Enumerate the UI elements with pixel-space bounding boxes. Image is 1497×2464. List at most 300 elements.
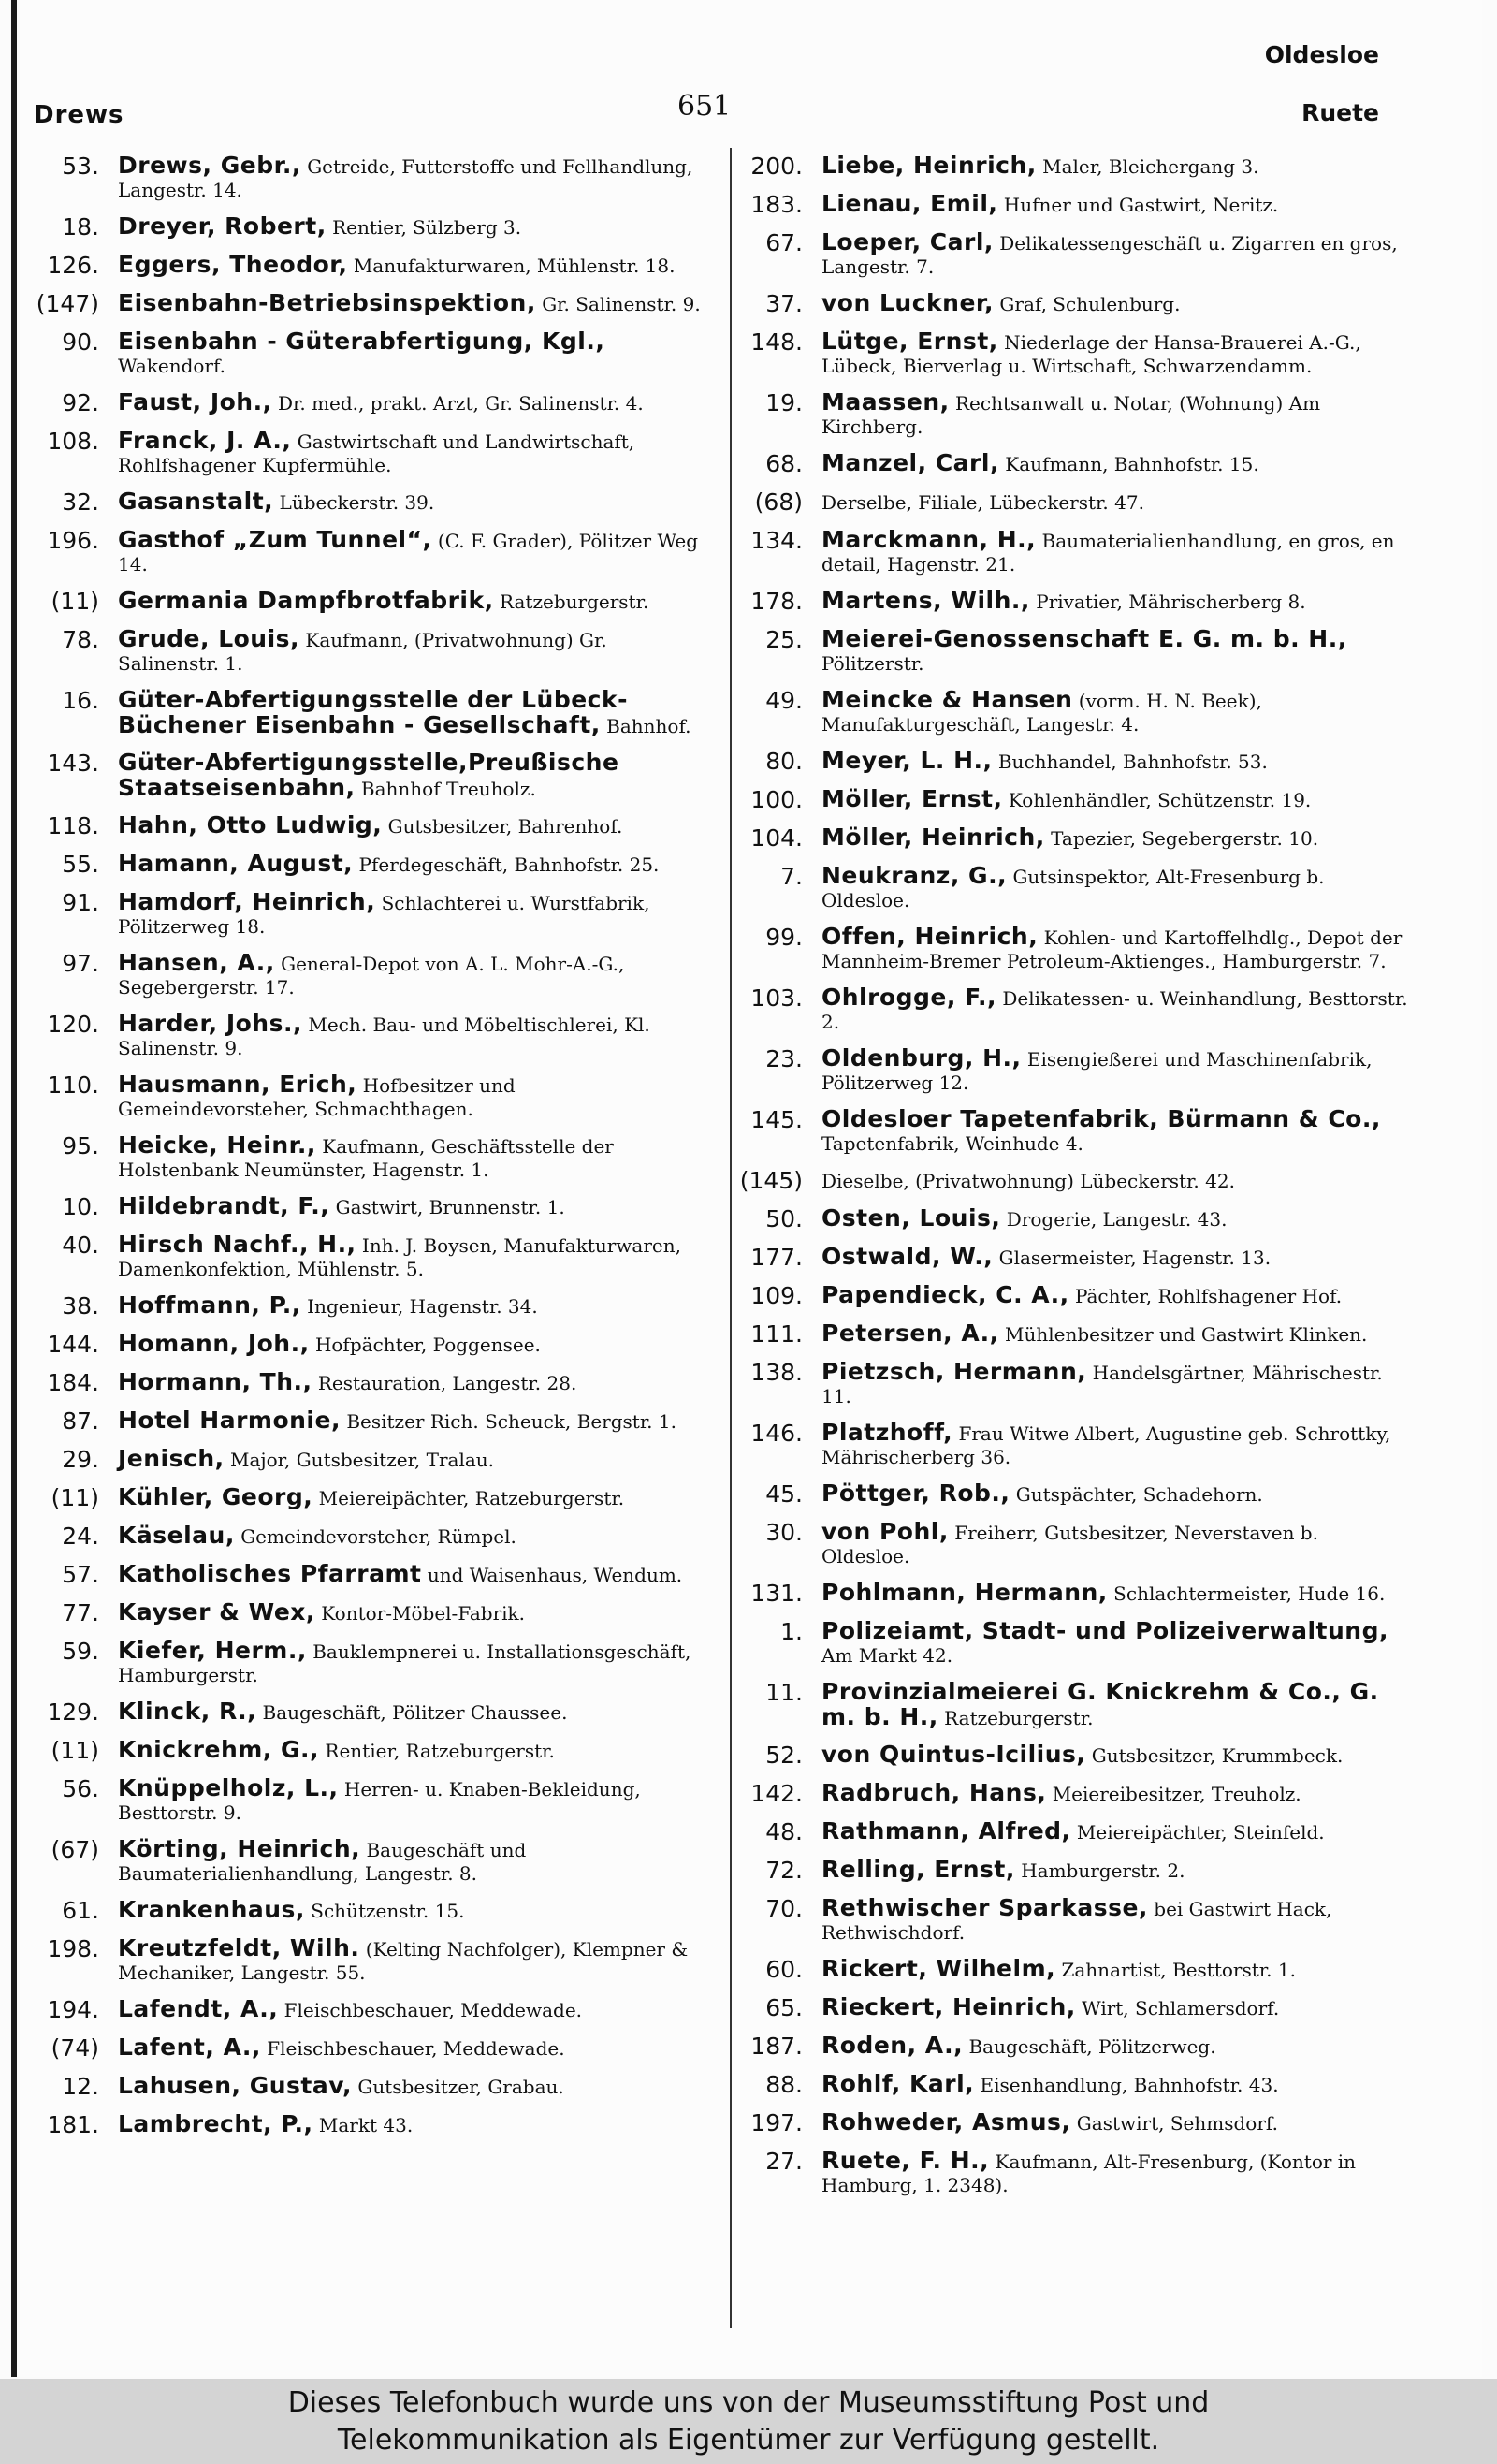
entry-text [118, 1332, 707, 1357]
entry-details: Graf, Schulenburg. [999, 293, 1181, 315]
entry-details: Herren- u. Knaben-Bekleidung, Besttorstr. 9. [118, 1778, 641, 1824]
entry-number: 99. [765, 924, 803, 951]
directory-entry [34, 890, 707, 939]
entry-details: Privatier, Mährischerberg 8. [1036, 590, 1306, 613]
directory-entry [34, 214, 707, 241]
entry-text [118, 1562, 707, 1587]
entry-text [118, 329, 707, 378]
entry-text [821, 2034, 1411, 2059]
entry-text [821, 1957, 1411, 1982]
entry-details: Pölitzerstr. [821, 652, 924, 675]
entry-details: Markt 43. [318, 2114, 414, 2136]
entry-number: 25. [765, 626, 803, 653]
entry-text [118, 528, 707, 576]
entry-details: Freiherr, Gutsbesitzer, Neverstaven b. Oldesloe. [821, 1522, 1318, 1567]
page-number: 651 [677, 90, 732, 123]
entry-name: Meierei-Genossenschaft E. G. m. b. H., [821, 625, 1347, 652]
entry-text [821, 787, 1411, 812]
entry-text [118, 153, 707, 202]
entry-text [118, 1293, 707, 1319]
entry-text [821, 230, 1411, 279]
entry-details: Restauration, Langestr. 28. [317, 1372, 577, 1394]
directory-entry [737, 2110, 1411, 2136]
entry-details: Niederlage der Hansa-Brauerei A.-G., Lübeck, Bierverlag u. Wirtschaft, Schwarzendamm. [821, 331, 1361, 377]
entry-name: Meincke & Hansen [821, 686, 1073, 713]
entry-name: Käselau, [118, 1522, 235, 1549]
directory-entry [34, 489, 707, 516]
entry-text [118, 1485, 707, 1510]
directory-entry [34, 1600, 707, 1626]
entry-number: 67. [765, 229, 803, 256]
entry-text [118, 751, 707, 801]
entry-name: Möller, Ernst, [821, 785, 1003, 812]
entry-text [118, 390, 707, 416]
entry-details: Ratzeburgerstr. [499, 590, 649, 613]
entry-number: 18. [62, 213, 99, 241]
entry-number: 196. [47, 527, 99, 554]
entry-text [821, 451, 1411, 476]
directory-entry [34, 1012, 707, 1060]
directory-entry [34, 1485, 707, 1511]
directory-entry [737, 1321, 1411, 1348]
directory-entry [737, 1619, 1411, 1668]
entry-number: 103. [750, 984, 803, 1012]
entry-text [821, 1245, 1411, 1270]
entry-text [821, 1619, 1411, 1668]
entry-details: Baugeschäft, Pölitzer Chaussee. [262, 1701, 568, 1724]
entry-name: Güter-Abfertigungsstelle der Lübeck-Büchener Eisenbahn - Gesellschaft, [118, 686, 628, 738]
entry-name: Drews, Gebr., [118, 152, 301, 179]
directory-entry [737, 489, 1411, 516]
entry-details: (Kelting Nachfolger), Klempner & Mechaniker, Langestr. 55. [118, 1938, 689, 1984]
entry-details: und Waisenhaus, Wendum. [427, 1564, 683, 1586]
directory-entry [34, 1194, 707, 1220]
entry-details: Delikatessen- u. Weinhandlung, Besttorstr. 2. [821, 987, 1408, 1033]
entry-name: Knüppelholz, L., [118, 1774, 339, 1801]
entry-number: 38. [62, 1292, 99, 1319]
entry-name: Jenisch, [118, 1445, 225, 1472]
entry-number: 12. [62, 2073, 99, 2100]
directory-entry [34, 688, 707, 738]
directory-entry [34, 1408, 707, 1435]
entry-text [118, 1232, 707, 1281]
directory-entry [34, 1332, 707, 1358]
column-divider [730, 148, 732, 2328]
entry-number: 198. [47, 1935, 99, 1962]
entry-name: Pohlmann, Hermann, [821, 1579, 1108, 1606]
entry-details: Dr. med., prakt. Arzt, Gr. Salinenstr. 4. [277, 392, 644, 415]
entry-number: 109. [750, 1282, 803, 1309]
entry-number: 184. [47, 1369, 99, 1396]
entry-text [821, 1168, 1411, 1193]
entry-number: 129. [47, 1699, 99, 1726]
entry-name: Möller, Heinrich, [821, 824, 1045, 851]
entry-details: Wakendorf. [118, 355, 226, 377]
directory-entry [737, 749, 1411, 775]
entry-number: 92. [62, 389, 99, 416]
entry-details: Besitzer Rich. Scheuck, Bergstr. 1. [346, 1410, 676, 1433]
directory-entry [34, 1072, 707, 1121]
entry-number: 145. [750, 1106, 803, 1133]
entry-name: Polizeiamt, Stadt- und Polizeiverwaltung, [821, 1617, 1388, 1644]
entry-text [821, 1520, 1411, 1568]
entry-number: 108. [47, 428, 99, 455]
entry-details: Bahnhof. [606, 715, 691, 737]
entry-details: Hufner und Gastwirt, Neritz. [1003, 194, 1279, 216]
entry-details: bei Gastwirt Hack, Rethwischdorf. [821, 1898, 1332, 1944]
entry-number: 200. [750, 153, 803, 180]
entry-number: 7. [780, 863, 803, 890]
entry-name: Güter-Abfertigungsstelle,Preußische Staatseisenbahn, [118, 749, 619, 801]
entry-text [118, 1738, 707, 1763]
entry-text [118, 1447, 707, 1472]
entry-number: 49. [765, 687, 803, 714]
directory-entry [737, 2034, 1411, 2060]
entry-details: Kaufmann, Alt-Fresenburg, (Kontor in Hamburg, 1. 2348). [821, 2151, 1357, 2196]
entry-text [118, 489, 707, 515]
directory-entry [737, 153, 1411, 180]
entry-name: Knickrehm, G., [118, 1736, 320, 1763]
directory-entry [34, 1447, 707, 1473]
entry-number: 56. [62, 1775, 99, 1802]
directory-entry [34, 528, 707, 576]
directory-entry [34, 390, 707, 416]
entry-details: Hofpächter, Poggensee. [314, 1334, 541, 1356]
entry-name: Kiefer, Herm., [118, 1637, 307, 1664]
entry-name: Rieckert, Heinrich, [821, 1993, 1076, 2020]
entry-text [821, 528, 1411, 576]
entry-name: Maassen, [821, 388, 950, 416]
directory-entry [34, 852, 707, 878]
entry-text [821, 1421, 1411, 1469]
directory-entry [34, 1232, 707, 1281]
entry-name: Hahn, Otto Ludwig, [118, 811, 383, 838]
entry-details: Eisenhandlung, Bahnhofstr. 43. [980, 2074, 1279, 2096]
entry-details: Bauklempnerei u. Installationsgeschäft, Hamburgerstr. [118, 1640, 691, 1686]
entry-details: Mühlenbesitzer und Gastwirt Klinken. [1005, 1323, 1368, 1346]
entry-details: Handelsgärtner, Mährischestr. 11. [821, 1362, 1383, 1407]
entry-details: Maler, Bleichergang 3. [1042, 155, 1259, 178]
entry-number: 32. [62, 488, 99, 516]
directory-entry [34, 2035, 707, 2062]
directory-entry [737, 528, 1411, 576]
directory-entry [737, 1046, 1411, 1095]
directory-entry [34, 1997, 707, 2023]
directory-entry [34, 751, 707, 801]
entry-details: Hofbesitzer und Gemeindevorsteher, Schmachthagen. [118, 1074, 516, 1120]
entry-text [118, 1370, 707, 1395]
entry-text [118, 291, 707, 316]
entry-name: Neukranz, G., [821, 862, 1008, 889]
directory-entry [34, 1738, 707, 1764]
entry-number: 61. [62, 1897, 99, 1924]
entry-text [118, 1072, 707, 1121]
directory-entry [737, 985, 1411, 1034]
entry-details: Gemeindevorsteher, Rümpel. [240, 1525, 516, 1548]
entry-text [821, 1819, 1411, 1844]
entry-text [821, 489, 1411, 515]
entry-name: Germania Dampfbrotfabrik, [118, 587, 494, 614]
entry-text [118, 429, 707, 477]
entry-text [821, 2149, 1411, 2197]
entry-number: 97. [62, 950, 99, 977]
directory-entry [737, 1481, 1411, 1508]
entry-text [821, 1283, 1411, 1308]
entry-text [821, 627, 1411, 676]
entry-name: Radbruch, Hans, [821, 1779, 1047, 1806]
entry-number: 29. [62, 1446, 99, 1473]
entry-name: Rethwischer Sparkasse, [821, 1894, 1148, 1921]
entry-number: 59. [62, 1638, 99, 1665]
entry-details: Drogerie, Langestr. 43. [1006, 1208, 1228, 1231]
entry-text [118, 1898, 707, 1923]
entry-name: Rathmann, Alfred, [821, 1817, 1071, 1844]
directory-entry [737, 1421, 1411, 1469]
entry-number: (11) [51, 1737, 99, 1764]
entry-number: 88. [765, 2071, 803, 2098]
entry-name: Lafendt, A., [118, 1995, 279, 2022]
entry-name: von Luckner, [821, 289, 995, 316]
entry-name: Lienau, Emil, [821, 190, 998, 217]
entry-number: 178. [750, 588, 803, 615]
entry-number: 55. [62, 851, 99, 878]
entry-number: 143. [47, 750, 99, 777]
entry-number: (147) [36, 290, 99, 317]
entry-number: 19. [765, 389, 803, 416]
entry-text [118, 2035, 707, 2061]
directory-entry [737, 1206, 1411, 1232]
entry-text [821, 390, 1411, 439]
entry-name: Rohweder, Asmus, [821, 2108, 1071, 2136]
entry-name: Grude, Louis, [118, 625, 300, 652]
entry-text [821, 1995, 1411, 2020]
entry-number: 72. [765, 1857, 803, 1884]
entry-name: Provinzialmeierei G. Knickrehm & Co., G. m. b. H., [821, 1678, 1379, 1730]
entry-name: Ruete, F. H., [821, 2147, 990, 2174]
entry-text [821, 1107, 1411, 1156]
entry-number: (68) [754, 488, 803, 516]
entry-details: Schützenstr. 15. [311, 1900, 465, 1922]
directory-entry [737, 2072, 1411, 2098]
entry-name: Gasthof „Zum Tunnel“, [118, 526, 432, 553]
entry-number: 70. [765, 1895, 803, 1922]
entry-details: Fleischbeschauer, Meddewade. [267, 2037, 565, 2060]
entry-text [821, 1581, 1411, 1606]
entry-text [821, 688, 1411, 736]
directory-entry [34, 429, 707, 477]
entry-name: Franck, J. A., [118, 427, 292, 454]
entry-text [821, 1680, 1411, 1730]
entry-name: Papendieck, C. A., [821, 1281, 1069, 1308]
entry-details: Wirt, Schlamersdorf. [1082, 1997, 1280, 2019]
entry-text [118, 1600, 707, 1626]
entry-number: 118. [47, 812, 99, 839]
entry-text [821, 1858, 1411, 1883]
entry-details: Gutspächter, Schadehorn. [1015, 1483, 1263, 1506]
directory-entry [34, 589, 707, 615]
directory-entry [737, 688, 1411, 736]
directory-entry [737, 864, 1411, 912]
entry-name: Hamann, August, [118, 850, 354, 877]
entry-details: Hamburgerstr. 2. [1021, 1859, 1185, 1882]
entry-number: 11. [765, 1679, 803, 1706]
entry-details: Rechtsanwalt u. Notar, (Wohnung) Am Kirchberg. [821, 392, 1321, 438]
entry-name: Lafent, A., [118, 2034, 261, 2061]
entry-text [118, 589, 707, 614]
entry-number: 146. [750, 1420, 803, 1447]
entry-text [821, 925, 1411, 973]
directory-entry [737, 1742, 1411, 1769]
entry-details: Zahnartist, Besttorstr. 1. [1061, 1959, 1296, 1981]
entry-details: Baugeschäft, Pölitzerweg. [968, 2035, 1216, 2058]
entry-details: Manufakturwaren, Mühlenstr. 18. [353, 255, 676, 277]
directory-entry [737, 1107, 1411, 1156]
entry-text [118, 1194, 707, 1219]
entry-text [821, 1742, 1411, 1768]
entry-name: Marckmann, H., [821, 526, 1037, 553]
directory-entry [737, 451, 1411, 477]
entry-text [821, 1321, 1411, 1347]
entry-details: Ratzeburgerstr. [944, 1707, 1094, 1729]
entry-name: Lambrecht, P., [118, 2110, 313, 2137]
entry-text [821, 329, 1411, 378]
entry-text [118, 951, 707, 999]
entry-number: 183. [750, 191, 803, 218]
entry-details: Derselbe, Filiale, Lübeckerstr. 47. [821, 491, 1144, 514]
entry-details: Inh. J. Boysen, Manufakturwaren, Damenkonfektion, Mühlenstr. 5. [118, 1234, 681, 1280]
entry-text [118, 1936, 707, 1985]
directory-entry [34, 1524, 707, 1550]
directory-entry [737, 1819, 1411, 1845]
entry-name: Lahusen, Gustav, [118, 2072, 353, 2099]
entry-name: Kreutzfeldt, Wilh. [118, 1934, 360, 1961]
entry-number: 65. [765, 1994, 803, 2021]
directory-entry [34, 1562, 707, 1588]
entry-name: Offen, Heinrich, [821, 923, 1039, 950]
entry-name: Martens, Wilh., [821, 587, 1030, 614]
entry-details: Pächter, Rohlfshagener Hof. [1074, 1285, 1343, 1307]
entry-name: Hirsch Nachf., H., [118, 1231, 356, 1258]
directory-entry [737, 1957, 1411, 1983]
entry-details: (C. F. Grader), Pölitzer Weg 14. [118, 530, 699, 576]
entry-number: (11) [51, 588, 99, 615]
footer-line-2: Telekommunikation als Eigentümer zur Verfügung gestellt. [337, 2424, 1160, 2457]
entry-name: Rohlf, Karl, [821, 2070, 975, 2097]
directory-entry [34, 1936, 707, 1985]
entry-number: 37. [765, 290, 803, 317]
entry-name: Hansen, A., [118, 949, 275, 976]
entry-number: 131. [750, 1580, 803, 1607]
entry-name: Hausmann, Erich, [118, 1071, 357, 1098]
entry-number: 100. [750, 786, 803, 813]
directory-entry [737, 1360, 1411, 1408]
entry-text [821, 2110, 1411, 2136]
entry-name: Klinck, R., [118, 1698, 257, 1725]
entry-number: 95. [62, 1132, 99, 1159]
entry-name: Ostwald, W., [821, 1243, 994, 1270]
entry-text [118, 2112, 707, 2137]
directory-entry [34, 2074, 707, 2100]
entry-number: 23. [765, 1045, 803, 1072]
entry-name: Pöttger, Rob., [821, 1480, 1010, 1507]
entry-name: Katholisches Pfarramt [118, 1560, 422, 1587]
entry-name: Gasanstalt, [118, 488, 274, 515]
entry-name: Platzhoff, [821, 1419, 953, 1446]
entry-number: 87. [62, 1407, 99, 1435]
entry-details: Schlachtermeister, Hude 16. [1113, 1582, 1386, 1605]
directory-entry [737, 825, 1411, 852]
directory-entry [34, 1133, 707, 1182]
entry-number: 40. [62, 1232, 99, 1259]
directory-page [11, 0, 1482, 2377]
entry-text [118, 1639, 707, 1687]
entry-number: 48. [765, 1818, 803, 1845]
entry-number: 24. [62, 1523, 99, 1550]
entry-text [118, 1524, 707, 1549]
entry-details: Baugeschäft und Baumaterialienhandlung, Langestr. 8. [118, 1839, 527, 1885]
directory-entry [34, 1370, 707, 1396]
entry-text [118, 1776, 707, 1825]
entry-text [821, 1046, 1411, 1095]
entry-name: von Pohl, [821, 1518, 949, 1545]
directory-entry [34, 1898, 707, 1924]
entry-details: Buchhandel, Bahnhofstr. 53. [997, 751, 1268, 773]
entry-details: Getreide, Futterstoffe und Fellhandlung, Langestr. 14. [118, 155, 693, 201]
entry-text [821, 985, 1411, 1034]
directory-entry [34, 1837, 707, 1886]
entry-name: Oldenburg, H., [821, 1044, 1022, 1072]
entry-details: Gutsbesitzer, Bahrenhof. [387, 815, 623, 838]
entry-name: Krankenhaus, [118, 1896, 305, 1923]
entry-details: Frau Witwe Albert, Augustine geb. Schrottky, Mährischerberg 36. [821, 1422, 1391, 1468]
entry-text [118, 1997, 707, 2022]
directory-entry [737, 627, 1411, 676]
entry-details: Kontor-Möbel-Fabrik. [321, 1602, 525, 1625]
entry-text [118, 253, 707, 278]
entry-details: Major, Gutsbesitzer, Tralau. [229, 1449, 495, 1471]
directory-entry [737, 1283, 1411, 1309]
directory-entry [34, 291, 707, 317]
entry-details: Meiereipächter, Ratzeburgerstr. [318, 1487, 625, 1509]
directory-entry [737, 1520, 1411, 1568]
entry-number: 1. [780, 1618, 803, 1645]
entry-number: 91. [62, 889, 99, 916]
entry-number: 194. [47, 1996, 99, 2023]
entry-number: 142. [750, 1780, 803, 1807]
directory-entry [737, 230, 1411, 279]
entry-details: Gr. Salinenstr. 9. [542, 293, 701, 315]
entry-details: Am Markt 42. [821, 1644, 953, 1667]
entry-number: 126. [47, 252, 99, 279]
entry-name: Rickert, Wilhelm, [821, 1955, 1056, 1982]
entry-text [118, 1699, 707, 1725]
entry-details: Tapezier, Segebergerstr. 10. [1051, 827, 1319, 850]
entry-text [821, 1360, 1411, 1408]
entry-name: Eisenbahn - Güterabfertigung, Kgl., [118, 328, 605, 355]
entry-text [821, 825, 1411, 851]
directory-entry [737, 1245, 1411, 1271]
entry-text [821, 864, 1411, 912]
entry-number: 90. [62, 328, 99, 356]
entry-details: Kaufmann, Geschäftsstelle der Holstenbank Neumünster, Hagenstr. 1. [118, 1135, 614, 1181]
entry-name: Kayser & Wex, [118, 1598, 315, 1626]
entry-number: 134. [750, 527, 803, 554]
entry-text [821, 1781, 1411, 1806]
directory-entry [34, 329, 707, 378]
directory-entry [737, 1995, 1411, 2021]
directory-entry [737, 1680, 1411, 1730]
entry-details: Ingenieur, Hagenstr. 34. [307, 1295, 538, 1318]
